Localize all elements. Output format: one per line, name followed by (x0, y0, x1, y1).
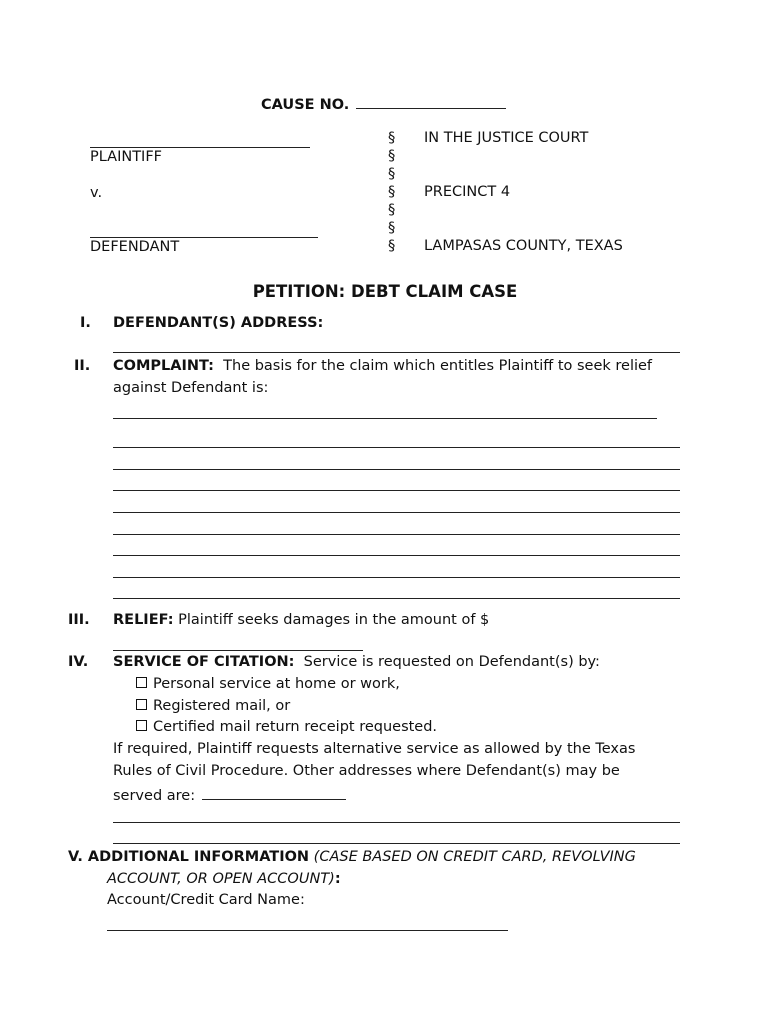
section-heading: COMPLAINT: (113, 358, 214, 374)
page-title: PETITION: DEBT CLAIM CASE (252, 282, 518, 301)
additional-info-heading: V. ADDITIONAL INFORMATION (CASE BASED ON CREDIT CARD, REVOLVING (68, 849, 636, 865)
section-number: I. (80, 315, 91, 331)
section-number: II. (74, 358, 91, 374)
complaint-line[interactable] (113, 447, 680, 448)
alt-address-line[interactable] (113, 822, 680, 823)
service-text: SERVICE OF CITATION: Service is requested on Defendant(s) by: (113, 654, 600, 670)
section-symbol: § (388, 148, 396, 164)
complaint-line[interactable] (113, 418, 657, 419)
section-number: III. (68, 612, 90, 628)
section-symbol: § (388, 130, 396, 146)
relief-text: RELIEF: Plaintiff seeks damages in the amount of $ (113, 612, 490, 628)
section-symbol: § (388, 202, 396, 218)
alt-address-line[interactable] (113, 843, 680, 844)
versus-label: v. (90, 185, 103, 201)
service-option-registered[interactable]: Registered mail, or (136, 698, 290, 714)
complaint-text-cont: against Defendant is: (113, 380, 269, 396)
section-symbol: § (388, 184, 396, 200)
plaintiff-name-field[interactable] (90, 147, 310, 148)
complaint-line[interactable] (113, 598, 680, 599)
checkbox-icon[interactable] (136, 677, 147, 688)
defendant-address-field[interactable] (113, 352, 680, 353)
account-name-label: Account/Credit Card Name: (107, 892, 305, 908)
alt-service-text: Rules of Civil Procedure. Other addresses where Defendant(s) may be (113, 763, 620, 779)
court-line: PRECINCT 4 (424, 184, 511, 200)
complaint-line[interactable] (113, 555, 680, 556)
court-line: LAMPASAS COUNTY, TEXAS (424, 238, 623, 254)
defendant-name-field[interactable] (90, 237, 318, 238)
section-symbol: § (388, 220, 396, 236)
account-name-field[interactable] (107, 930, 508, 931)
section-symbol: § (388, 166, 396, 182)
section-heading: SERVICE OF CITATION: (113, 654, 295, 670)
complaint-line[interactable] (113, 469, 680, 470)
alt-service-text: served are: (113, 785, 346, 804)
section-number: IV. (68, 654, 89, 670)
complaint-line[interactable] (113, 577, 680, 578)
plaintiff-label: PLAINTIFF (90, 149, 163, 165)
alt-address-field[interactable] (202, 785, 346, 800)
service-option-personal[interactable]: Personal service at home or work, (136, 676, 400, 692)
relief-amount-field[interactable] (113, 650, 363, 651)
cause-number-field[interactable] (356, 94, 506, 109)
cause-number-label: CAUSE NO. (261, 94, 506, 113)
checkbox-icon[interactable] (136, 720, 147, 731)
complaint-line[interactable] (113, 512, 680, 513)
complaint-line[interactable] (113, 490, 680, 491)
additional-info-heading-cont: ACCOUNT, OR OPEN ACCOUNT): (107, 871, 341, 887)
defendant-label: DEFENDANT (90, 239, 180, 255)
checkbox-icon[interactable] (136, 699, 147, 710)
section-symbol: § (388, 238, 396, 254)
alt-service-text: If required, Plaintiff requests alternative service as allowed by the Texas (113, 741, 636, 757)
complaint-text: COMPLAINT: The basis for the claim which entitles Plaintiff to seek relief (113, 358, 653, 374)
section-heading: RELIEF: (113, 612, 174, 628)
service-option-certified[interactable]: Certified mail return receipt requested. (136, 719, 437, 735)
section-heading: DEFENDANT(S) ADDRESS: (113, 315, 324, 331)
court-line: IN THE JUSTICE COURT (424, 130, 589, 146)
complaint-line[interactable] (113, 534, 680, 535)
